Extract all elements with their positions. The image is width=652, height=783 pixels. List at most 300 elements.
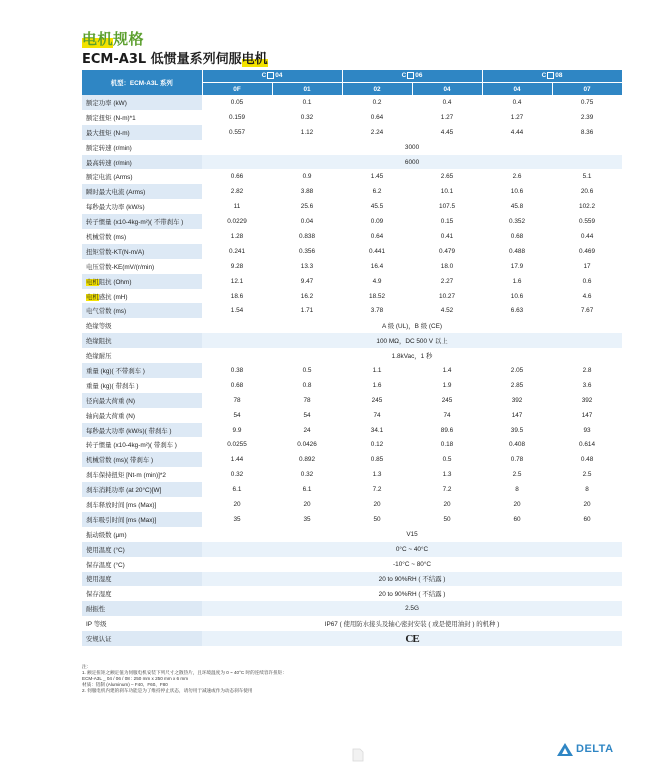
footnote-line: 注： xyxy=(82,664,92,669)
spec-value: 0.469 xyxy=(552,244,622,259)
spec-value: 0.892 xyxy=(272,452,342,467)
spec-value: 0.5 xyxy=(272,363,342,378)
spec-value: 74 xyxy=(342,408,412,423)
spec-value: 20 xyxy=(202,497,272,512)
spec-value: 0.04 xyxy=(272,214,342,229)
spec-row xyxy=(82,303,622,318)
footnote-line: 1. 额定扭矩之额定值为伺服电机安装下列尺寸之散热片，且环境温度为 0 ~ 40°C 时的连续容许扭矩： xyxy=(82,670,287,675)
spec-label xyxy=(82,184,202,199)
spec-value: 0.488 xyxy=(482,244,552,259)
spec-label xyxy=(82,512,202,527)
spec-value: 11 xyxy=(202,199,272,214)
group-suffix: 08 xyxy=(555,72,563,80)
spec-value: 0.85 xyxy=(342,452,412,467)
spec-label-text: 每秒最大功率 (kW/s) xyxy=(86,204,145,212)
spec-value: 0.356 xyxy=(272,244,342,259)
spec-value: 0.6 xyxy=(552,274,622,289)
spec-value: 24 xyxy=(272,423,342,438)
section-title xyxy=(82,28,144,49)
spec-value-span: 100 MΩ，DC 500 V 以上 xyxy=(202,333,622,348)
spec-value: 0.44 xyxy=(552,229,622,244)
delta-logo-text: DELTA xyxy=(576,743,614,755)
spec-label xyxy=(82,482,202,497)
placeholder-box-icon xyxy=(547,72,554,79)
spec-value: 2.27 xyxy=(412,274,482,289)
spec-value: 0.68 xyxy=(202,378,272,393)
spec-value-span: 2.5G xyxy=(202,601,622,616)
spec-value: 16.2 xyxy=(272,289,342,304)
spec-row xyxy=(82,140,622,155)
spec-label-text: 耐振性 xyxy=(86,606,106,614)
group-prefix: C xyxy=(541,72,547,80)
spec-value: 0.78 xyxy=(482,452,552,467)
spec-value: 3.88 xyxy=(272,184,342,199)
model-sub-header: 04 xyxy=(482,83,552,96)
spec-row xyxy=(82,214,622,229)
table-corner-header: 机型：ECM-A3L 系列 xyxy=(82,70,202,95)
spec-label xyxy=(82,393,202,408)
spec-value: 93 xyxy=(552,423,622,438)
spec-value: 78 xyxy=(202,393,272,408)
spec-value: 8 xyxy=(482,482,552,497)
group-suffix: 04 xyxy=(275,72,283,80)
spec-row xyxy=(82,572,622,587)
footnote-line: 2. 伺服电机内建的刹车功能是为了维持停止状态，请勿用于减速或作为动态刹车使用 xyxy=(82,688,253,693)
spec-label xyxy=(82,110,202,125)
spec-label-text: 电气常数 (ms) xyxy=(86,308,127,316)
model-group-header xyxy=(482,70,622,83)
spec-value: 0.0229 xyxy=(202,214,272,229)
spec-label xyxy=(82,274,202,289)
spec-value: 50 xyxy=(342,512,412,527)
spec-row xyxy=(82,423,622,438)
spec-label-text: 使用湿度 xyxy=(86,576,112,584)
spec-value: 1.71 xyxy=(272,303,342,318)
spec-value: 18.52 xyxy=(342,289,412,304)
spec-value: 0.557 xyxy=(202,125,272,140)
spec-value: 0.838 xyxy=(272,229,342,244)
footnote-line: ECM-A3L _ 04 / 06 / 08 : 250 mm x 250 mm x 6 mm xyxy=(82,676,189,681)
spec-value: 1.44 xyxy=(202,452,272,467)
spec-label-text: 重量 (kg)( 带刹车 ) xyxy=(86,382,139,390)
spec-value-span: 3000 xyxy=(202,140,622,155)
spec-value: 13.3 xyxy=(272,259,342,274)
spec-value: 45.8 xyxy=(482,199,552,214)
spec-row xyxy=(82,557,622,572)
spec-value: 392 xyxy=(482,393,552,408)
spec-value: 0.1 xyxy=(272,95,342,110)
spec-label-text: 感抗 (mH) xyxy=(98,293,128,301)
spec-row xyxy=(82,527,622,542)
spec-value: 45.5 xyxy=(342,199,412,214)
spec-value: 8 xyxy=(552,482,622,497)
spec-label xyxy=(82,408,202,423)
spec-value-span: -10°C ~ 80°C xyxy=(202,557,622,572)
spec-value: 0.64 xyxy=(342,229,412,244)
spec-row xyxy=(82,363,622,378)
section-title-highlight: 电机 xyxy=(82,30,114,48)
spec-value: 78 xyxy=(272,393,342,408)
spec-value: 2.8 xyxy=(552,363,622,378)
spec-value: 10.1 xyxy=(412,184,482,199)
spec-value: 0.559 xyxy=(552,214,622,229)
spec-row xyxy=(82,125,622,140)
spec-value: 39.5 xyxy=(482,423,552,438)
spec-value: 0.159 xyxy=(202,110,272,125)
spec-row xyxy=(82,467,622,482)
spec-value: 0.4 xyxy=(482,95,552,110)
spec-label xyxy=(82,452,202,467)
spec-label xyxy=(82,437,202,452)
page-subtitle xyxy=(82,48,268,67)
model-sub-header: 04 xyxy=(412,83,482,96)
spec-value: 392 xyxy=(552,393,622,408)
spec-value: 1.3 xyxy=(342,467,412,482)
spec-label-text: 安规认证 xyxy=(86,636,112,643)
spec-label xyxy=(82,423,202,438)
spec-label-text: 机械常数 (ms) xyxy=(86,233,127,241)
spec-value: 2.65 xyxy=(412,169,482,184)
spec-label xyxy=(82,199,202,214)
spec-value: 8.36 xyxy=(552,125,622,140)
spec-value: 0.38 xyxy=(202,363,272,378)
spec-label xyxy=(82,318,202,333)
spec-row xyxy=(82,169,622,184)
spec-label xyxy=(82,214,202,229)
spec-label xyxy=(82,467,202,482)
spec-value: 1.9 xyxy=(412,378,482,393)
spec-value: 0.75 xyxy=(552,95,622,110)
group-prefix: C xyxy=(261,72,267,80)
spec-label xyxy=(82,601,202,616)
spec-value: 0.68 xyxy=(482,229,552,244)
spec-label xyxy=(82,586,202,601)
spec-value: 0.352 xyxy=(482,214,552,229)
spec-value: 35 xyxy=(272,512,342,527)
spec-row xyxy=(82,437,622,452)
spec-value: 0.9 xyxy=(272,169,342,184)
spec-value: 0.12 xyxy=(342,437,412,452)
spec-value: 0.5 xyxy=(412,452,482,467)
spec-row xyxy=(82,512,622,527)
spec-label-text: 最大扭矩 (N-m) xyxy=(86,129,130,137)
spec-value-span: 6000 xyxy=(202,155,622,170)
model-group-header xyxy=(342,70,482,83)
spec-label-text: 刹车释放时间 [ms (Max)] xyxy=(86,501,157,509)
spec-value: 0.4 xyxy=(412,95,482,110)
spec-row xyxy=(82,318,622,333)
spec-value: 0.441 xyxy=(342,244,412,259)
spec-value: 2.82 xyxy=(202,184,272,199)
spec-value: 17 xyxy=(552,259,622,274)
placeholder-box-icon xyxy=(407,72,414,79)
spec-value: 54 xyxy=(202,408,272,423)
spec-value: 7.67 xyxy=(552,303,622,318)
spec-value: 6.1 xyxy=(202,482,272,497)
spec-value: 9.47 xyxy=(272,274,342,289)
spec-value-span: V15 xyxy=(202,527,622,542)
spec-label xyxy=(82,333,202,348)
spec-value: 1.27 xyxy=(482,110,552,125)
spec-label xyxy=(82,363,202,378)
spec-value: 2.85 xyxy=(482,378,552,393)
spec-value: 54 xyxy=(272,408,342,423)
spec-label-text: 额定电流 (Arms) xyxy=(86,174,133,182)
spec-label-text: 刹车消耗功率 (at 20°C)[W] xyxy=(86,487,162,495)
spec-value: 7.2 xyxy=(412,482,482,497)
spec-value: 60 xyxy=(552,512,622,527)
spec-value: 10.6 xyxy=(482,289,552,304)
spec-label-text: 保存温度 (°C) xyxy=(86,561,125,569)
spec-value: 1.6 xyxy=(342,378,412,393)
footnote-line: 材质：铝制 (Aluminum) – F40、F60、F80 xyxy=(82,682,168,687)
spec-value: 89.6 xyxy=(412,423,482,438)
spec-value: 17.9 xyxy=(482,259,552,274)
spec-row xyxy=(82,259,622,274)
spec-label xyxy=(82,244,202,259)
spec-value: 0.2 xyxy=(342,95,412,110)
spec-value: 0.614 xyxy=(552,437,622,452)
page-fold-icon xyxy=(352,748,364,762)
spec-label xyxy=(82,557,202,572)
spec-value: 0.0426 xyxy=(272,437,342,452)
spec-row xyxy=(82,393,622,408)
spec-value: 6.2 xyxy=(342,184,412,199)
spec-value: 20.6 xyxy=(552,184,622,199)
spec-label xyxy=(82,497,202,512)
spec-label xyxy=(82,155,202,170)
spec-label-text: 扭矩常数-KT(N-m/A) xyxy=(86,248,145,256)
spec-value: 20 xyxy=(552,497,622,512)
spec-value-span: 20 to 90%RH ( 不结露 ) xyxy=(202,572,622,587)
spec-value: 147 xyxy=(552,408,622,423)
spec-label xyxy=(82,527,202,542)
spec-row xyxy=(82,155,622,170)
spec-row xyxy=(82,274,622,289)
spec-value: 5.1 xyxy=(552,169,622,184)
spec-value: 2.39 xyxy=(552,110,622,125)
spec-label xyxy=(82,572,202,587)
spec-value: 10.27 xyxy=(412,289,482,304)
spec-value: 20 xyxy=(412,497,482,512)
spec-value: 2.5 xyxy=(552,467,622,482)
spec-value: 7.2 xyxy=(342,482,412,497)
spec-value: 9.28 xyxy=(202,259,272,274)
model-sub-header: 0F xyxy=(202,83,272,96)
spec-row xyxy=(82,631,622,646)
spec-value: 9.9 xyxy=(202,423,272,438)
spec-value: 245 xyxy=(342,393,412,408)
spec-label-text: 使用温度 (°C) xyxy=(86,546,125,554)
spec-row xyxy=(82,542,622,557)
spec-value: 0.66 xyxy=(202,169,272,184)
footnotes xyxy=(82,664,512,694)
spec-value-span: 1.8kVac，1 秒 xyxy=(202,348,622,363)
spec-label xyxy=(82,229,202,244)
group-suffix: 06 xyxy=(415,72,423,80)
spec-label-text: 阻抗 (Ohm) xyxy=(98,278,132,286)
spec-label-text: 额定扭矩 (N-m)*1 xyxy=(86,114,136,122)
spec-value: 0.05 xyxy=(202,95,272,110)
spec-value: 1.6 xyxy=(482,274,552,289)
section-title-rest: 规格 xyxy=(113,30,145,48)
spec-value: 0.32 xyxy=(272,110,342,125)
spec-value: 0.479 xyxy=(412,244,482,259)
spec-label-text: IP 等级 xyxy=(86,621,107,629)
spec-label-text: 径向最大荷重 (N) xyxy=(86,397,135,405)
model-sub-header: 01 xyxy=(272,83,342,96)
spec-value: 1.27 xyxy=(412,110,482,125)
spec-value-span: 0°C ~ 40°C xyxy=(202,542,622,557)
spec-label xyxy=(82,125,202,140)
spec-value: 0.15 xyxy=(412,214,482,229)
spec-value: 2.24 xyxy=(342,125,412,140)
spec-value: 0.8 xyxy=(272,378,342,393)
spec-table xyxy=(82,70,623,646)
spec-value: 4.44 xyxy=(482,125,552,140)
spec-value: 0.408 xyxy=(482,437,552,452)
spec-value: 4.9 xyxy=(342,274,412,289)
spec-label xyxy=(82,95,202,110)
spec-value: 1.28 xyxy=(202,229,272,244)
spec-value: 74 xyxy=(412,408,482,423)
ce-mark-icon: CE xyxy=(202,631,622,646)
spec-label xyxy=(82,348,202,363)
spec-value: 6.63 xyxy=(482,303,552,318)
spec-row xyxy=(82,497,622,512)
model-sub-header: 07 xyxy=(552,83,622,96)
spec-label-text: 绝缘耐压 xyxy=(86,353,112,361)
spec-value-span: 20 to 90%RH ( 不结露 ) xyxy=(202,586,622,601)
spec-value: 0.32 xyxy=(272,467,342,482)
spec-label-text: 刹车吸引时间 [ms (Max)] xyxy=(86,516,157,524)
delta-triangle-icon xyxy=(557,743,573,756)
model-group-header xyxy=(202,70,342,83)
spec-label xyxy=(82,631,202,646)
spec-value: 25.6 xyxy=(272,199,342,214)
spec-label xyxy=(82,259,202,274)
spec-row xyxy=(82,482,622,497)
spec-value: 107.5 xyxy=(412,199,482,214)
spec-value: 3.78 xyxy=(342,303,412,318)
spec-row xyxy=(82,110,622,125)
spec-value: 3.6 xyxy=(552,378,622,393)
spec-value: 10.6 xyxy=(482,184,552,199)
spec-label-text: 刹车保持扭矩 [Nt-m (min)]*2 xyxy=(86,472,166,480)
spec-value: 0.64 xyxy=(342,110,412,125)
spec-row xyxy=(82,601,622,616)
subtitle-main: ECM-A3L 低惯量系列伺服 xyxy=(82,52,242,67)
spec-row xyxy=(82,229,622,244)
group-prefix: C xyxy=(401,72,407,80)
spec-label-text: 每秒最大功率 (kW/s)( 带刹车 ) xyxy=(86,427,172,435)
spec-label xyxy=(82,303,202,318)
spec-value: 1.45 xyxy=(342,169,412,184)
spec-row xyxy=(82,408,622,423)
spec-value: 1.54 xyxy=(202,303,272,318)
spec-label-text: 转子惯量 (x10-4kg-m²)( 不带刹车 ) xyxy=(86,219,184,227)
spec-value: 0.09 xyxy=(342,214,412,229)
spec-label-text: 转子惯量 (x10-4kg-m²)( 带刹车 ) xyxy=(86,442,177,450)
spec-row xyxy=(82,95,622,110)
spec-label xyxy=(82,616,202,631)
spec-value: 0.32 xyxy=(202,467,272,482)
spec-label-text: 机械常数 (ms)( 带刹车 ) xyxy=(86,457,154,465)
spec-value: 1.3 xyxy=(412,467,482,482)
spec-row xyxy=(82,348,622,363)
spec-label-text: 重量 (kg)( 不带刹车 ) xyxy=(86,367,145,375)
spec-value: 1.12 xyxy=(272,125,342,140)
spec-row xyxy=(82,586,622,601)
spec-label xyxy=(82,289,202,304)
delta-logo xyxy=(557,741,614,757)
spec-label-text: 绝缘等级 xyxy=(86,323,112,331)
spec-value: 4.52 xyxy=(412,303,482,318)
spec-value: 2.6 xyxy=(482,169,552,184)
spec-label xyxy=(82,169,202,184)
spec-value: 18.6 xyxy=(202,289,272,304)
spec-value: 60 xyxy=(482,512,552,527)
spec-value: 18.0 xyxy=(412,259,482,274)
spec-label-text: 振动级数 (μm) xyxy=(86,531,127,539)
spec-value: 0.241 xyxy=(202,244,272,259)
spec-value: 6.1 xyxy=(272,482,342,497)
spec-value: 1.1 xyxy=(342,363,412,378)
spec-row xyxy=(82,184,622,199)
spec-row xyxy=(82,452,622,467)
spec-label-highlight: 电机 xyxy=(86,278,99,286)
spec-value: 102.2 xyxy=(552,199,622,214)
spec-value: 20 xyxy=(342,497,412,512)
spec-label-text: 额定功率 (kW) xyxy=(86,99,127,107)
spec-value: 147 xyxy=(482,408,552,423)
spec-label-text: 保存湿度 xyxy=(86,591,112,599)
spec-value-span: IP67 ( 使用防水接头及轴心密封安装 ( 或是使用油封 ) 的机种 ) xyxy=(202,616,622,631)
spec-value: 2.05 xyxy=(482,363,552,378)
spec-label-text: 最高转速 (r/min) xyxy=(86,159,132,167)
model-sub-header: 02 xyxy=(342,83,412,96)
spec-label-highlight: 电机 xyxy=(86,293,99,301)
spec-row xyxy=(82,333,622,348)
spec-row xyxy=(82,244,622,259)
spec-value: 12.1 xyxy=(202,274,272,289)
spec-value: 0.48 xyxy=(552,452,622,467)
spec-row xyxy=(82,289,622,304)
spec-value-span: A 级 (UL)，B 级 (CE) xyxy=(202,318,622,333)
spec-label xyxy=(82,140,202,155)
spec-value: 0.18 xyxy=(412,437,482,452)
spec-value: 34.1 xyxy=(342,423,412,438)
spec-value: 20 xyxy=(272,497,342,512)
spec-row xyxy=(82,378,622,393)
spec-row xyxy=(82,616,622,631)
spec-label-text: 额定转速 (r/min) xyxy=(86,144,132,152)
spec-label xyxy=(82,378,202,393)
spec-value: 0.0255 xyxy=(202,437,272,452)
spec-value: 16.4 xyxy=(342,259,412,274)
subtitle-highlight: 电机 xyxy=(241,52,268,67)
spec-row xyxy=(82,199,622,214)
spec-value: 4.6 xyxy=(552,289,622,304)
spec-label-text: 轴向最大荷重 (N) xyxy=(86,412,135,420)
spec-label-text: 绝缘阻抗 xyxy=(86,338,112,346)
spec-value: 35 xyxy=(202,512,272,527)
spec-value: 2.5 xyxy=(482,467,552,482)
placeholder-box-icon xyxy=(267,72,274,79)
spec-value: 20 xyxy=(482,497,552,512)
spec-value: 50 xyxy=(412,512,482,527)
spec-value: 4.45 xyxy=(412,125,482,140)
